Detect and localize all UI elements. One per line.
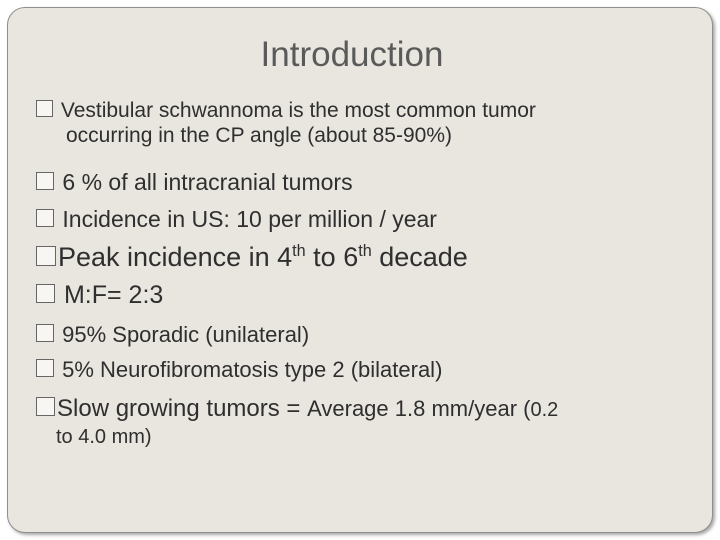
bullet-text-line1: Vestibular schwannoma is the most common tumor bbox=[60, 99, 536, 122]
slide-frame bbox=[7, 7, 713, 533]
bullet-peak-incidence bbox=[36, 241, 468, 273]
bullet-intracranial-tumors bbox=[36, 168, 353, 196]
bullet-text-pre: Peak incidence in 4 bbox=[58, 242, 293, 272]
bullet-nf2 bbox=[36, 356, 442, 383]
bullet-text: 95% Sporadic (unilateral) bbox=[62, 322, 310, 347]
bullet-text: M:F= 2:3 bbox=[63, 281, 164, 309]
bullet-text: 6 % of all intracranial tumors bbox=[62, 169, 353, 195]
bullet-text-post: decade bbox=[371, 242, 468, 272]
bullet-box-icon bbox=[36, 209, 54, 227]
bullet-incidence-us bbox=[36, 205, 437, 233]
slide-title: Introduction bbox=[260, 35, 444, 74]
bullet-text: Incidence in US: 10 per million / year bbox=[62, 206, 437, 232]
bullet-sporadic bbox=[36, 321, 309, 348]
bullet-sup-th-2: th bbox=[358, 242, 372, 260]
bullet-text: 5% Neurofibromatosis type 2 (bilateral) bbox=[62, 357, 443, 382]
bullet-box-icon bbox=[36, 246, 56, 266]
bullet-box-icon bbox=[36, 100, 53, 117]
bullet-sex-ratio bbox=[36, 280, 163, 310]
bullet-text-part3: 0.2 bbox=[530, 399, 559, 421]
bullet-sup-th-1: th bbox=[292, 242, 306, 260]
bullet-box-icon bbox=[36, 324, 54, 342]
bullet-text-part2: Average 1.8 mm/year ( bbox=[307, 396, 531, 421]
bullet-box-icon bbox=[36, 172, 54, 190]
bullet-text-line2: to 4.0 mm) bbox=[56, 426, 152, 448]
bullet-text-mid: to 6 bbox=[305, 242, 359, 272]
bullet-slow-growing bbox=[36, 395, 558, 450]
bullet-box-icon bbox=[36, 397, 55, 416]
bullet-vestibular-schwannoma bbox=[36, 98, 536, 148]
bullet-box-icon bbox=[36, 284, 55, 303]
bullet-box-icon bbox=[36, 359, 54, 377]
bullet-text-line2: occurring in the CP angle (about 85-90%) bbox=[66, 124, 453, 147]
bullet-text-part1: Slow growing tumors = bbox=[57, 395, 308, 422]
